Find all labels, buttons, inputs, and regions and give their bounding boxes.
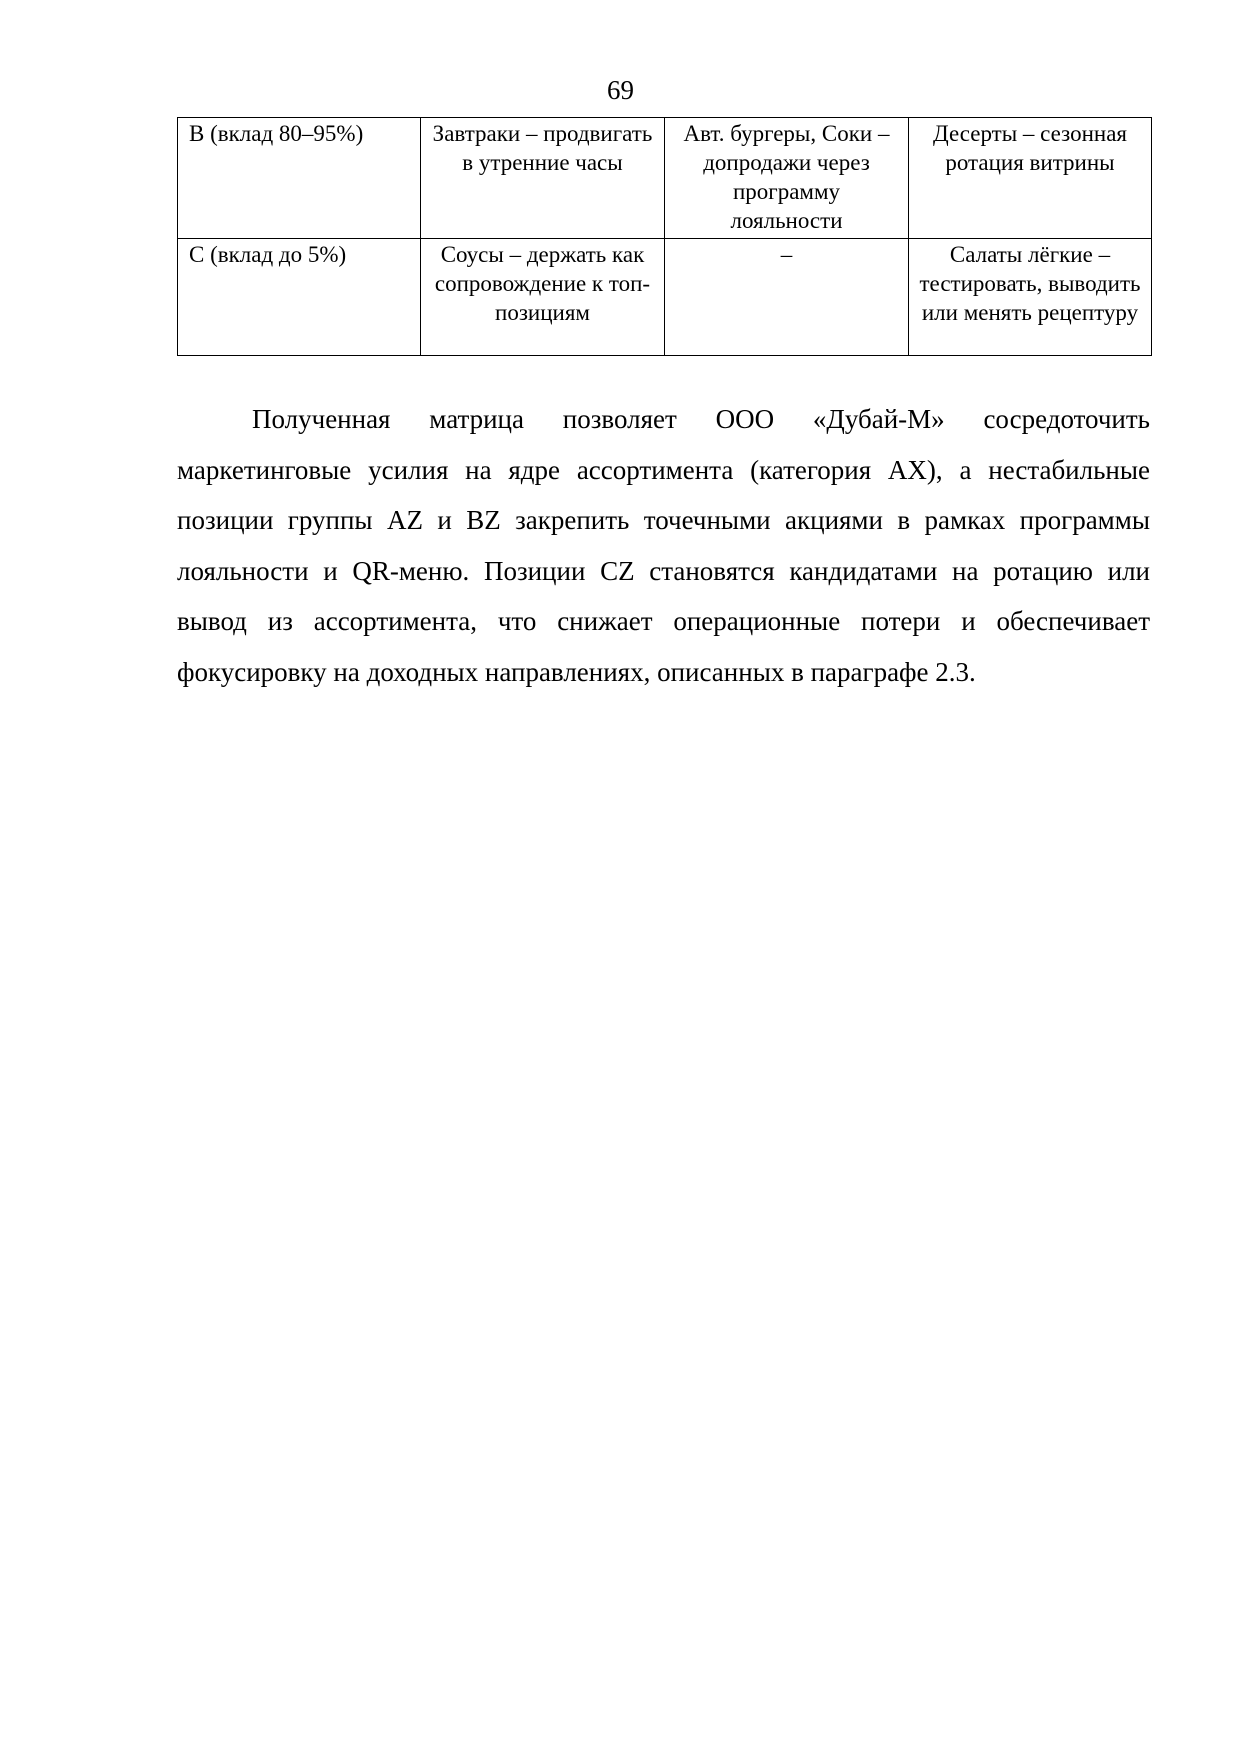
- abc-xyz-matrix-table: [177, 117, 1152, 356]
- table-row: [178, 239, 1152, 356]
- table-cell-bz: Десерты – сезонная ротация витрины: [909, 118, 1152, 239]
- table-cell-cz: Салаты лёгкие – тестировать, выводить или менять рецептуру: [909, 239, 1152, 356]
- body-paragraph: Полученная матрица позволяет ООО «Дубай-М» сосредоточить маркетинговые усилия на ядре ассортимента (категория AX), а нестабильные позиции группы AZ и BZ закрепить точечными акциями в рамках программы лояльности и QR-меню. Позиции CZ становятся кандидатами на ротацию или вывод из ассортимента, что снижает операционные потери и обеспечивает фокусировку на доходных направлениях, описанных в параграфе 2.3.: [177, 404, 1150, 687]
- row-header-b: B (вклад 80–95%): [178, 118, 421, 239]
- page-number: 69: [607, 75, 634, 105]
- table-row: [178, 118, 1152, 239]
- table-cell-by: Авт. бургеры, Соки – допродажи через программу лояльности: [665, 118, 909, 239]
- row-header-c: C (вклад до 5%): [178, 239, 421, 356]
- table-cell-bx: Завтраки – продвигать в утренние часы: [421, 118, 665, 239]
- table-cell-cy: –: [665, 239, 909, 356]
- table-cell-cx: Соусы – держать как сопровождение к топ-позициям: [421, 239, 665, 356]
